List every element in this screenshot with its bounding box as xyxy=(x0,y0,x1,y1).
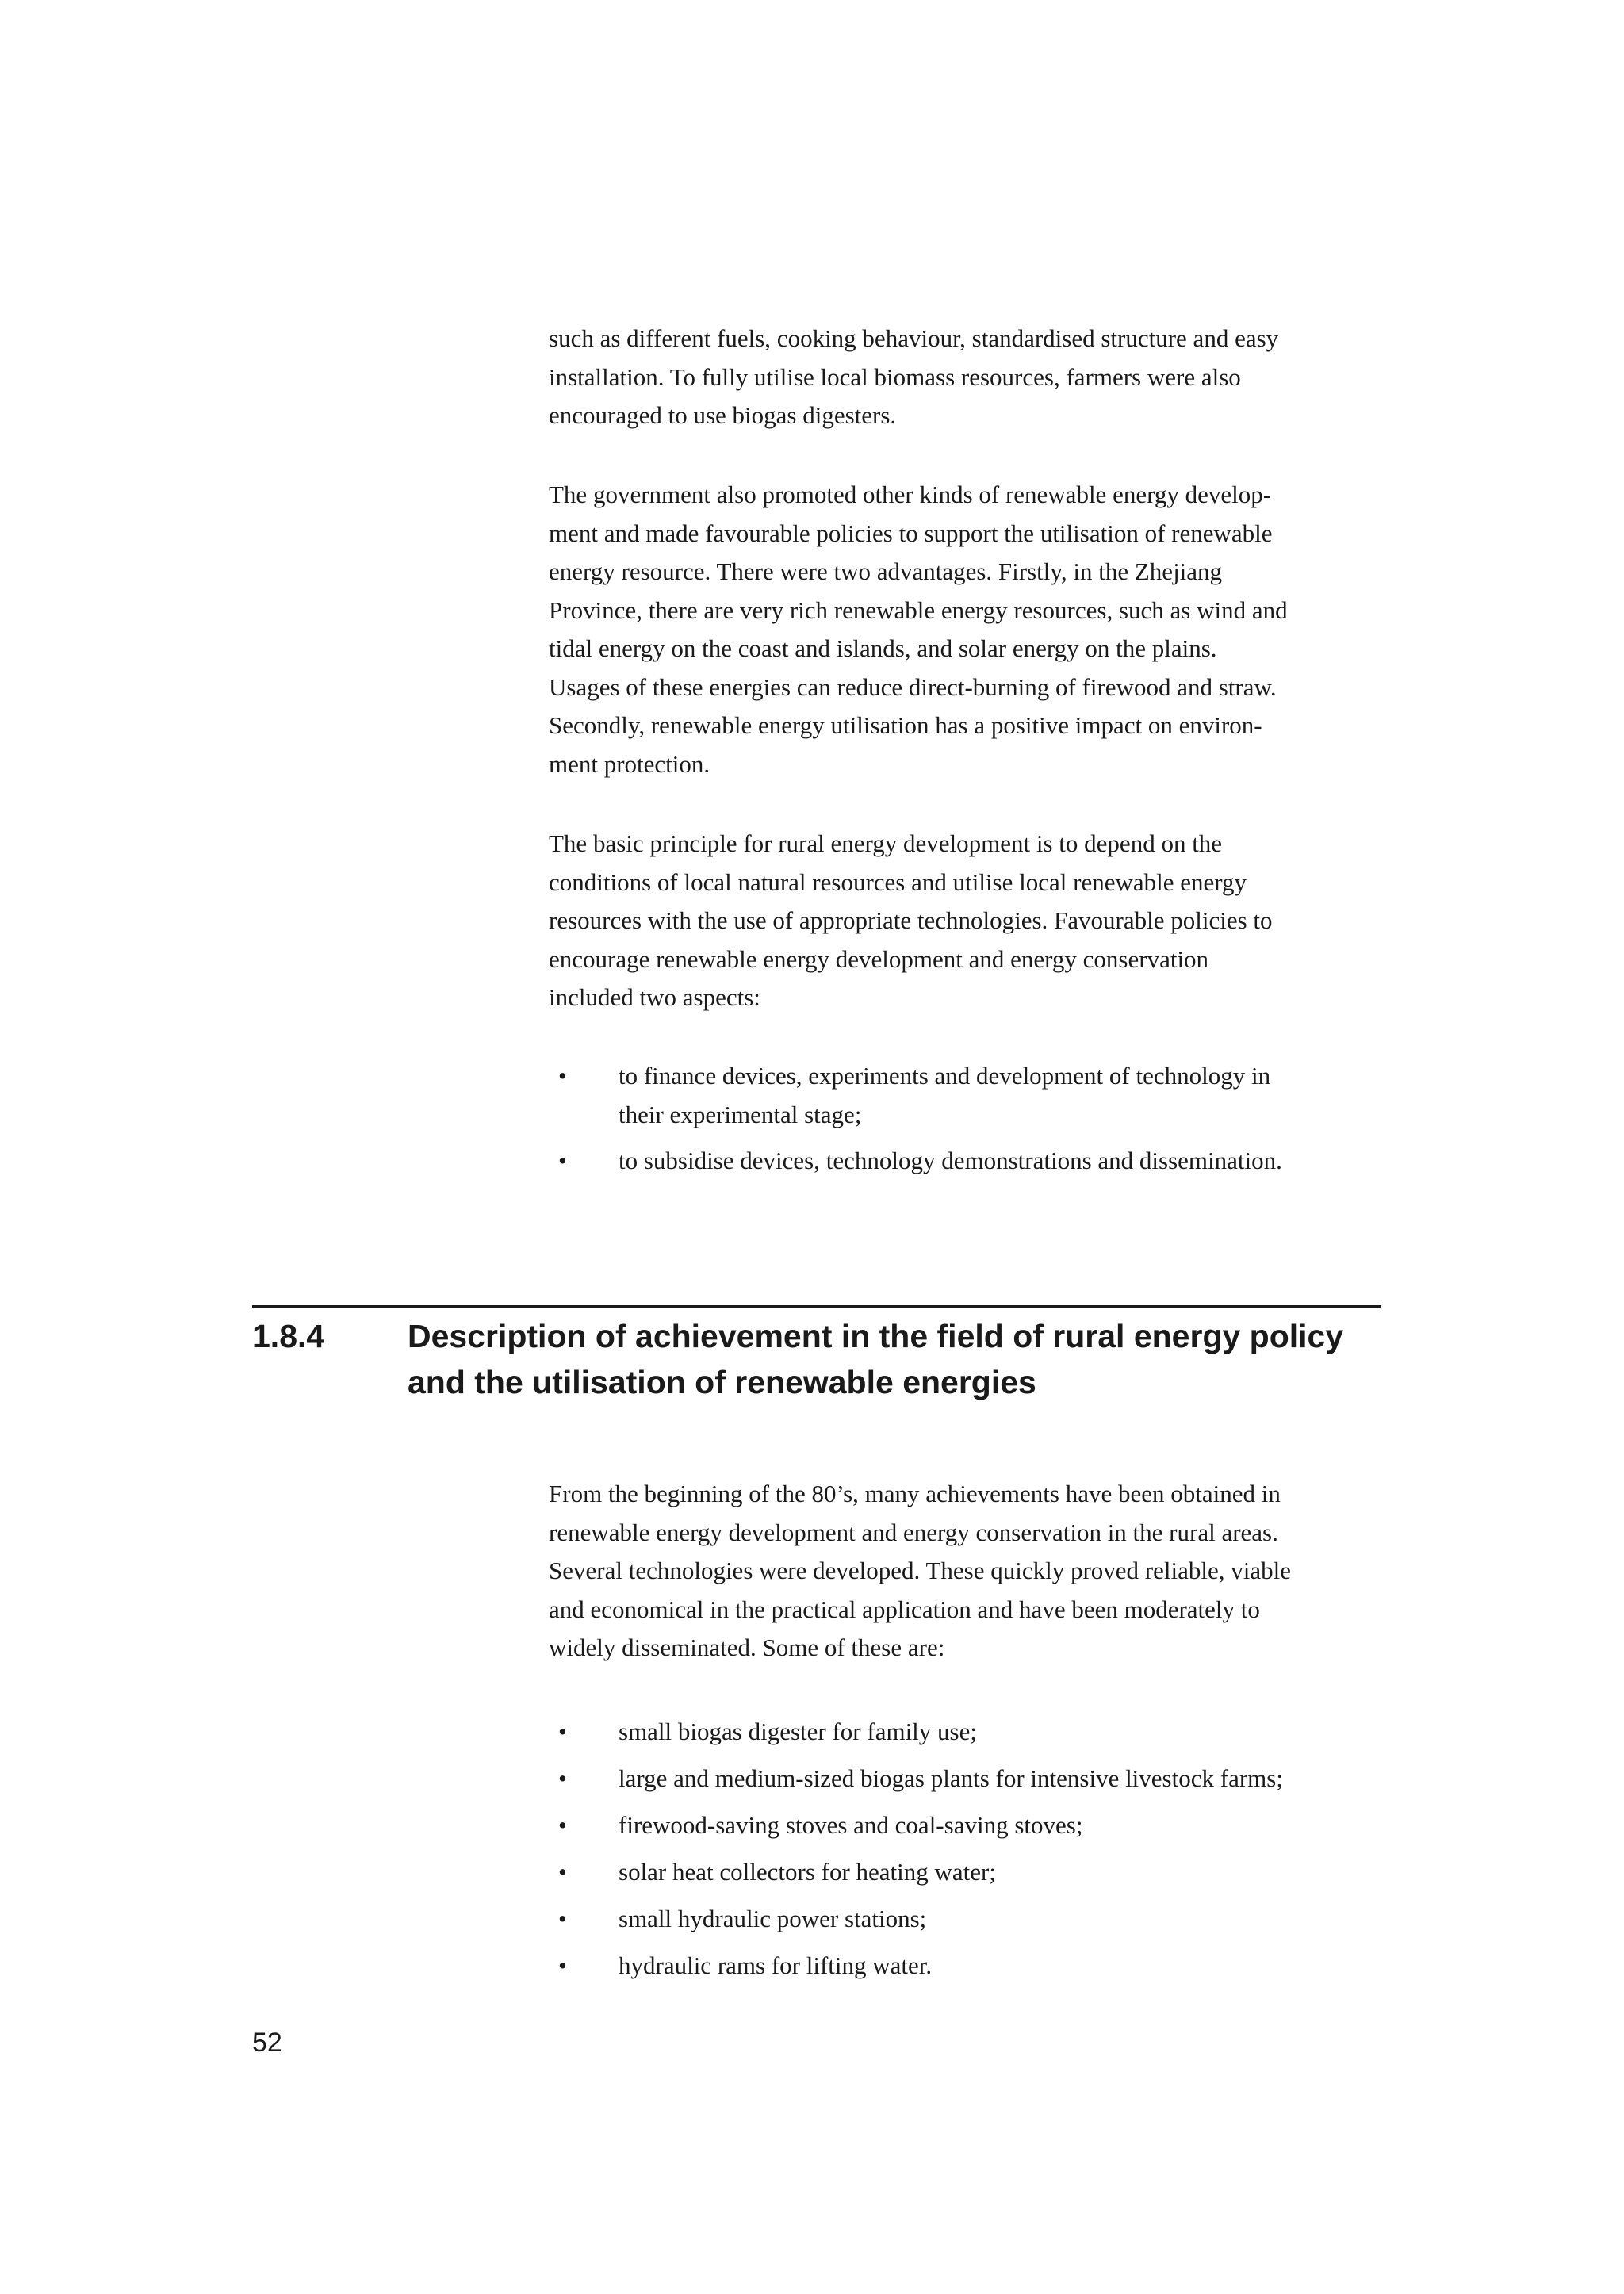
bullet-icon: • xyxy=(558,1858,567,1886)
text-line: ment and made favourable policies to support the utilisation of renewable xyxy=(549,519,1273,547)
text-line: Usages of these energies can reduce direct-burning of firewood and straw. xyxy=(549,672,1277,701)
text-line: From the beginning of the 80’s, many achievements have been obtained in xyxy=(549,1480,1281,1507)
list-item xyxy=(549,1755,1421,1802)
paragraph-government-promotion xyxy=(549,476,1405,783)
list-item-text: solar heat collectors for heating water; xyxy=(619,1858,996,1886)
list-item-text: to finance devices, experiments and development of technology in xyxy=(619,1062,1271,1090)
list-item xyxy=(549,1802,1421,1848)
text-line: such as different fuels, cooking behaviour, standardised structure and easy xyxy=(549,324,1279,352)
bullet-icon: • xyxy=(558,1062,567,1090)
section-title-line: Description of achievement in the field of rural energy policy xyxy=(408,1318,1344,1354)
list-item xyxy=(549,1848,1421,1895)
text-line: and economical in the practical application and have been moderately to xyxy=(549,1595,1260,1623)
list-item xyxy=(549,1057,1421,1134)
paragraph-basic-principle xyxy=(549,825,1405,1017)
section-divider xyxy=(252,1305,1381,1308)
bullet-icon: • xyxy=(558,1905,567,1932)
text-line: tidal energy on the coast and islands, and solar energy on the plains. xyxy=(549,634,1217,662)
technologies-list xyxy=(549,1708,1421,1989)
text-line: encouraged to use biogas digesters. xyxy=(549,401,897,429)
list-item xyxy=(549,1142,1421,1181)
bullet-icon: • xyxy=(558,1764,567,1792)
list-item xyxy=(549,1942,1421,1989)
list-item-text: firewood-saving stoves and coal-saving stoves; xyxy=(619,1811,1083,1839)
text-line: Province, there are very rich renewable energy resources, such as wind and xyxy=(549,596,1288,624)
list-item-text: to subsidise devices, technology demonstrations and dissemination. xyxy=(619,1147,1282,1174)
list-item-text: their experimental stage; xyxy=(619,1100,862,1128)
list-item xyxy=(549,1708,1421,1755)
page-number: 52 xyxy=(252,2028,282,2058)
list-item-text: small hydraulic power stations; xyxy=(619,1905,927,1932)
paragraph-achievements xyxy=(549,1475,1405,1668)
list-item-text: large and medium-sized biogas plants for intensive livestock farms; xyxy=(619,1764,1283,1792)
text-line: energy resource. There were two advantages. Firstly, in the Zhejiang xyxy=(549,557,1223,585)
text-line: widely disseminated. Some of these are: xyxy=(549,1633,945,1661)
list-item-text: hydraulic rams for lifting water. xyxy=(619,1951,933,1979)
text-line: Secondly, renewable energy utilisation has a positive impact on environ- xyxy=(549,711,1262,739)
text-line: Several technologies were developed. These quickly proved reliable, viable xyxy=(549,1557,1291,1584)
section-number: 1.8.4 xyxy=(252,1318,325,1354)
text-line: installation. To fully utilise local biomass resources, farmers were also xyxy=(549,362,1241,391)
text-line: included two aspects: xyxy=(549,983,760,1011)
paragraph-intro-continued xyxy=(549,320,1405,435)
text-line: encourage renewable energy development and energy conservation xyxy=(549,944,1209,973)
list-item-text: small biogas digester for family use; xyxy=(619,1718,977,1745)
text-line: resources with the use of appropriate technologies. Favourable policies to xyxy=(549,906,1273,934)
bullet-icon: • xyxy=(558,1718,567,1745)
text-line: The basic principle for rural energy development is to depend on the xyxy=(549,829,1223,857)
section-title-line: and the utilisation of renewable energies xyxy=(408,1364,1036,1400)
bullet-icon: • xyxy=(558,1951,567,1979)
text-line: renewable energy development and energy conservation in the rural areas. xyxy=(549,1518,1278,1546)
policy-aspects-list xyxy=(549,1057,1421,1181)
section-title xyxy=(408,1313,1391,1405)
bullet-icon: • xyxy=(558,1811,567,1839)
bullet-icon: • xyxy=(558,1147,567,1174)
text-line: The government also promoted other kinds of renewable energy develop- xyxy=(549,481,1272,508)
list-item xyxy=(549,1895,1421,1942)
text-line: conditions of local natural resources and utilise local renewable energy xyxy=(549,867,1247,896)
text-line: ment protection. xyxy=(549,749,710,778)
